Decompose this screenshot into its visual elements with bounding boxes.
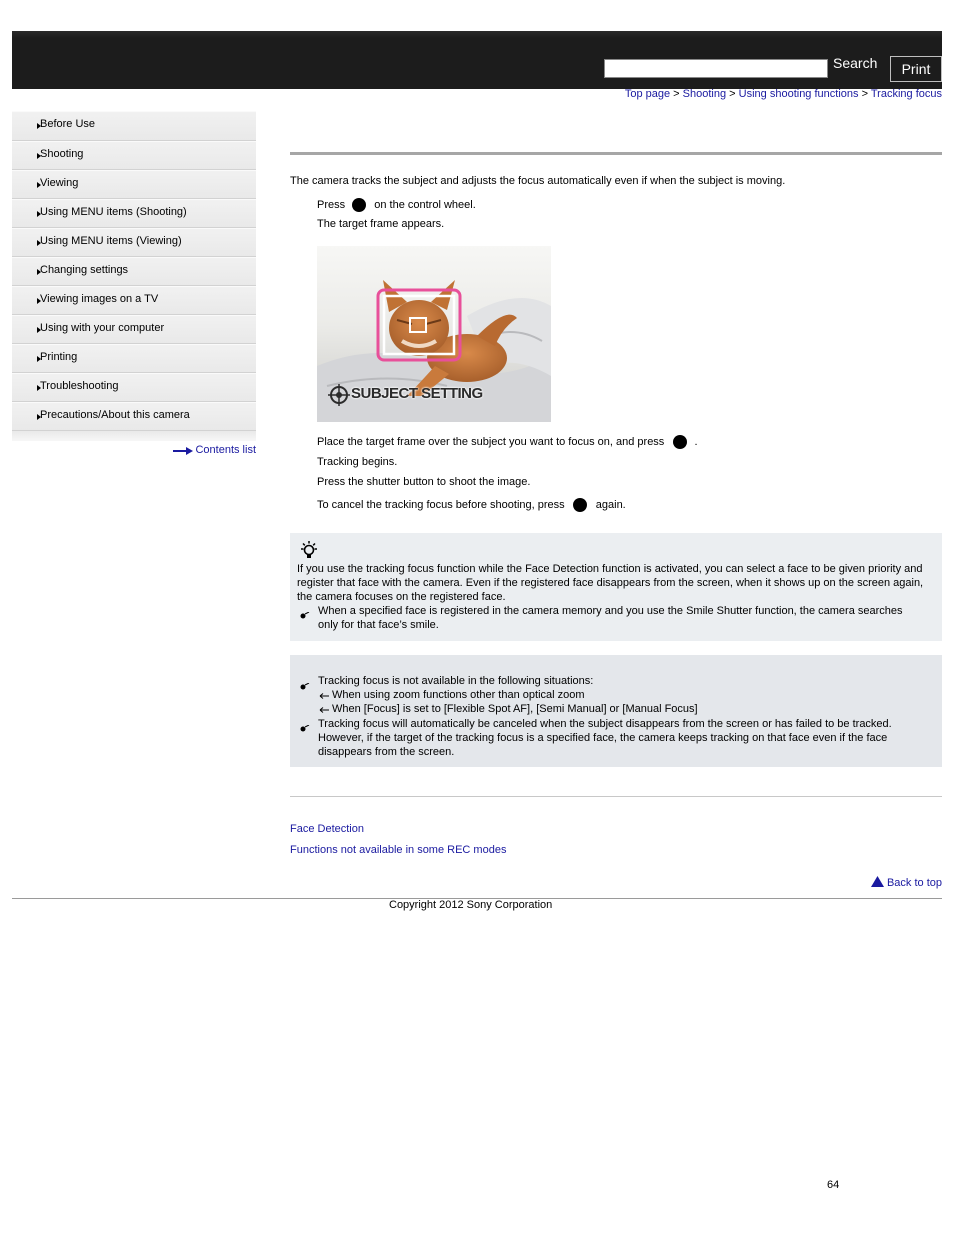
sidebar-item-label: Using MENU items (Shooting): [40, 206, 187, 218]
sidebar-item-troubleshooting[interactable]: [12, 373, 256, 402]
step-2-text-after: .: [694, 436, 698, 448]
notes-box: [290, 655, 942, 767]
print-button[interactable]: Print: [890, 56, 942, 82]
step-2: [317, 435, 698, 449]
step-1-text-after: on the control wheel.: [374, 199, 476, 211]
hint-paragraph: If you use the tracking focus function while the Face Detection function is activated, you can select a face to be given priority and register that face with the camera. Even if the registered face disappears from the screen, when it shows up on the screen again, the camera focuses on the registered face.: [297, 563, 924, 603]
sidebar-item-printing[interactable]: [12, 344, 256, 373]
sidebar-item-label: Printing: [40, 351, 78, 363]
sidebar-item-using-menu-shooting[interactable]: [12, 199, 256, 228]
subject-setting-overlay: SUBJECT SETTING: [351, 385, 483, 402]
sidebar-item-using-with-computer[interactable]: [12, 315, 256, 344]
sidebar-item-using-menu-viewing[interactable]: [12, 228, 256, 257]
search-input[interactable]: [604, 59, 828, 78]
intro-text: The camera tracks the subject and adjusts the focus automatically even if when the subject is moving.: [290, 175, 786, 187]
bullet-icon: [300, 725, 310, 733]
note-bullet-2: Tracking focus will automatically be canceled when the subject disappears from the screen or has failed to be tracked. However, if the target of the tracking focus is a specified face, the camera keeps tracking on that face even if the face disappears from the screen.: [318, 718, 892, 758]
breadcrumb-tracking-focus[interactable]: Tracking focus: [870, 88, 942, 100]
arrow-right-icon: [173, 447, 193, 455]
sidebar-item-label: Using MENU items (Viewing): [40, 235, 182, 247]
copyright: Copyright 2012 Sony Corporation: [389, 899, 553, 911]
breadcrumb-separator: >: [729, 88, 736, 100]
breadcrumb-separator: >: [861, 88, 869, 100]
cancel-text-before: To cancel the tracking focus before shooting, press: [317, 499, 565, 511]
sidebar-item-label: Shooting: [40, 148, 84, 160]
sidebar-nav: [12, 111, 256, 441]
sidebar-item-label: Before Use: [40, 118, 96, 130]
arrow-left-icon: [319, 707, 329, 713]
back-to-top-link[interactable]: [871, 876, 942, 890]
bullet-icon: [300, 683, 310, 691]
triangle-up-icon: [871, 876, 884, 887]
title-rule: [290, 152, 942, 155]
sidebar-item-before-use[interactable]: [12, 111, 256, 141]
bullet-icon: [300, 612, 310, 620]
step-2-text-before: Place the target frame over the subject you want to focus on, and press: [317, 436, 665, 448]
breadcrumb: [625, 88, 942, 100]
step-2-note: Tracking begins.: [317, 456, 398, 468]
sidebar-item-viewing[interactable]: [12, 170, 256, 199]
search-button[interactable]: Search: [833, 55, 878, 71]
sidebar-item-viewing-on-tv[interactable]: [12, 286, 256, 315]
sidebar-item-label: Changing settings: [40, 264, 129, 276]
sidebar-item-label: Viewing: [40, 177, 79, 189]
cancel-instruction: [317, 498, 626, 512]
screen-image: [317, 246, 551, 422]
sidebar-item-shooting[interactable]: [12, 141, 256, 170]
sidebar-item-label: Viewing images on a TV: [40, 293, 159, 305]
breadcrumb-top-page[interactable]: Top page: [624, 88, 671, 100]
related-link-face-detection[interactable]: Face Detection: [290, 823, 364, 835]
breadcrumb-separator: >: [673, 88, 680, 100]
cancel-text-after: again.: [595, 499, 626, 511]
note-sub-1: When using zoom functions other than optical zoom: [332, 689, 585, 701]
sidebar-item-label: Troubleshooting: [40, 380, 119, 392]
sidebar-item-label: Using with your computer: [40, 322, 165, 334]
control-wheel-center-button-icon: [352, 198, 366, 212]
section-divider: [290, 796, 942, 797]
contents-list-link[interactable]: [195, 444, 256, 456]
related-link-functions-not-available[interactable]: Functions not available in some REC modes: [290, 844, 507, 856]
breadcrumb-shooting[interactable]: Shooting: [682, 88, 727, 100]
hint-box: [290, 533, 942, 641]
step-3: Press the shutter button to shoot the image.: [317, 476, 531, 488]
page-number: 64: [827, 1179, 840, 1191]
breadcrumb-using-shooting-functions[interactable]: Using shooting functions: [738, 88, 859, 100]
sidebar-item-changing-settings[interactable]: [12, 257, 256, 286]
sidebar-footer: [12, 431, 256, 441]
sidebar-item-label: Precautions/About this camera: [40, 409, 190, 421]
step-1-note: The target frame appears.: [317, 218, 445, 230]
control-wheel-center-button-icon: [573, 498, 587, 512]
step-1: [317, 198, 476, 212]
control-wheel-center-button-icon: [673, 435, 687, 449]
sidebar-item-precautions[interactable]: [12, 402, 256, 431]
contents-list-label: Contents list: [195, 444, 256, 456]
step-1-text-before: Press: [317, 199, 346, 211]
back-to-top-label: Back to top: [886, 877, 942, 889]
arrow-left-icon: [319, 693, 329, 699]
note-bullet-1: Tracking focus is not available in the following situations:: [318, 675, 594, 687]
lightbulb-hint-icon: [299, 540, 319, 560]
note-sub-2: When [Focus] is set to [Flexible Spot AF], [Semi Manual] or [Manual Focus]: [332, 703, 698, 715]
hint-bullet: When a specified face is registered in the camera memory and you use the Smile Shutter function, the camera searches only for that face’s smile.: [318, 605, 903, 631]
